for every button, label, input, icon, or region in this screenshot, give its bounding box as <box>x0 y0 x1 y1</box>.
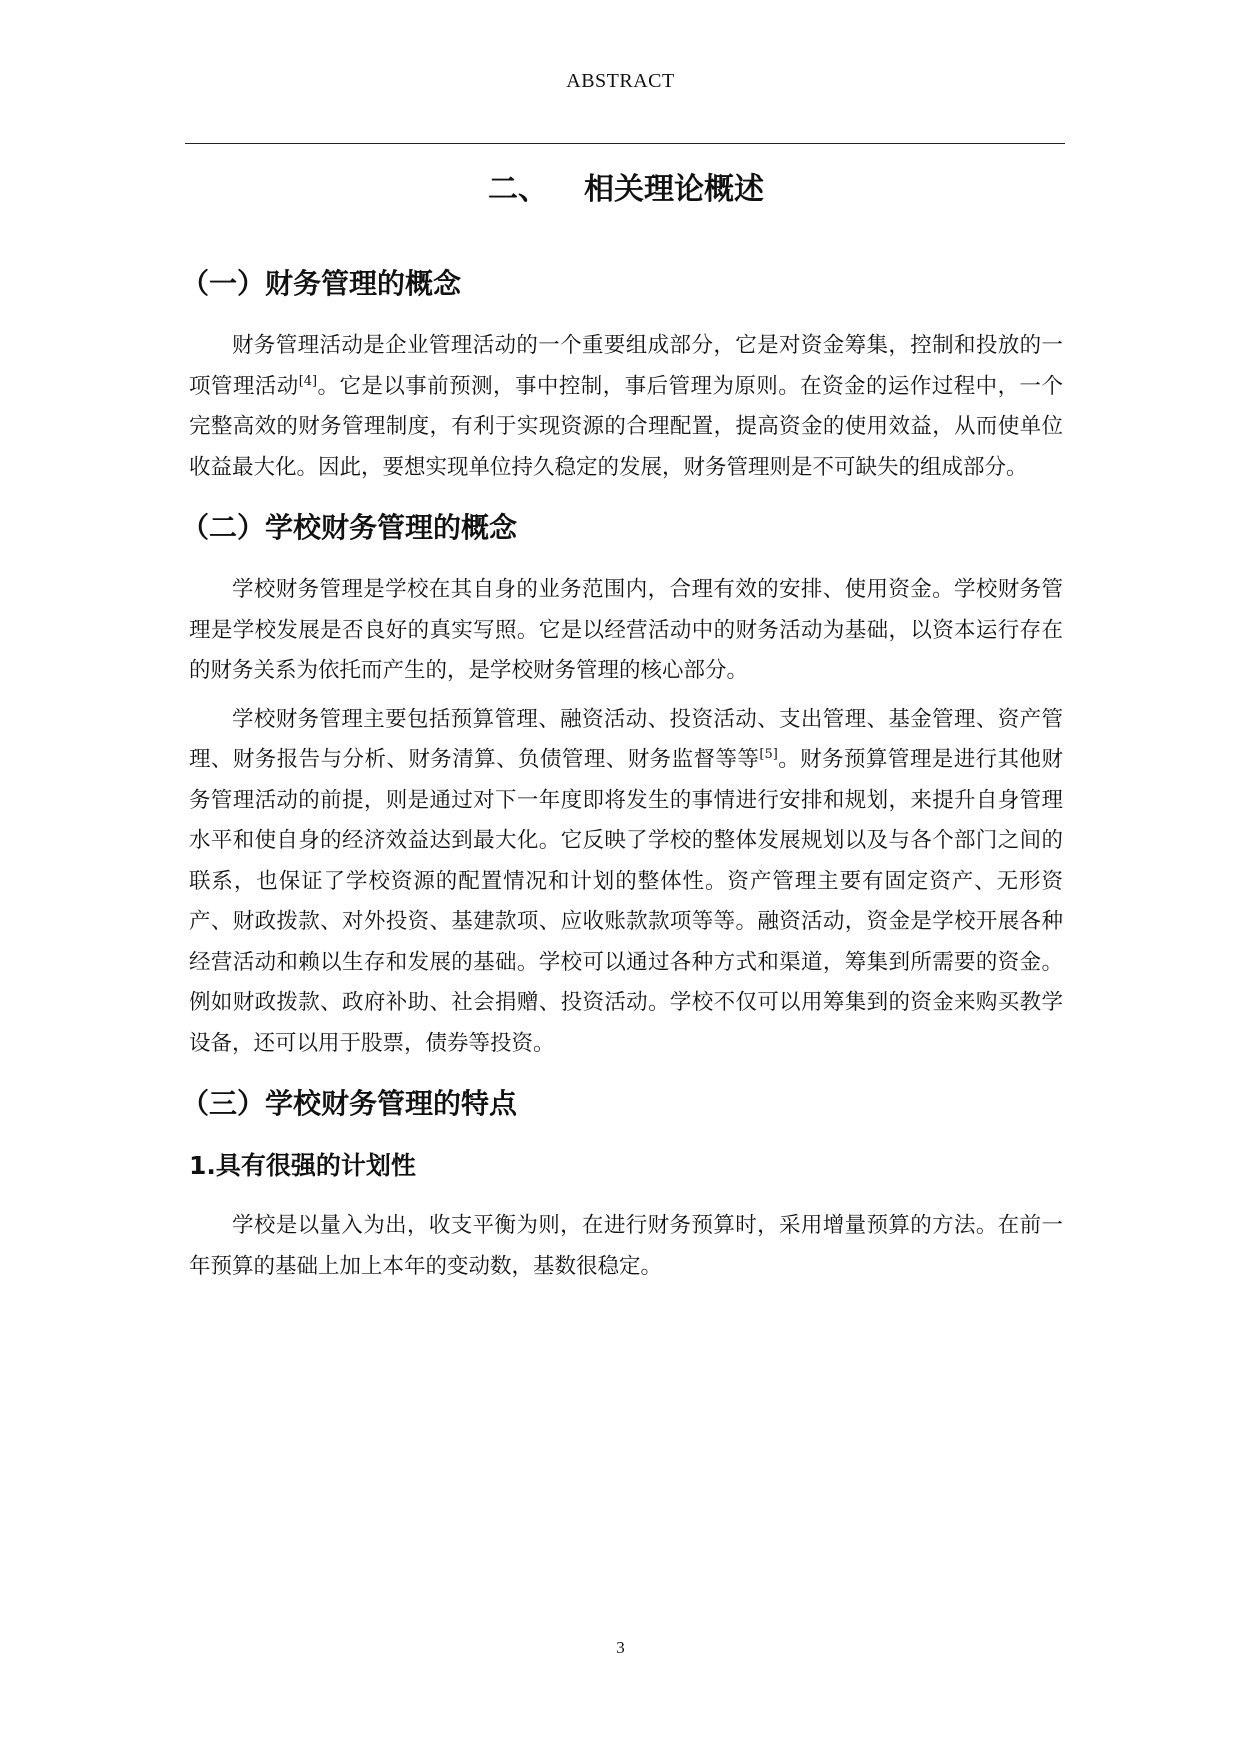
page-content <box>181 168 1063 1295</box>
section-2-paragraph-1 <box>189 570 1063 692</box>
paragraph-text: 。它是以事前预测，事中控制，事后管理为原则。在资金的运作过程中，一个完整高效的财务管理制度，有利于实现资源的合理配置，提高资金的使用效益，从而使单位收益最大化。因此，要想实现单位持久稳定的发展，财务管理则是不可缺失的组成部分。 <box>189 373 1063 480</box>
chapter-number: 二、 <box>488 172 548 207</box>
header-rule <box>185 143 1065 144</box>
section-title-1: （一）财务管理的概念 <box>181 267 462 300</box>
section-title-2: （二）学校财务管理的概念 <box>181 511 518 544</box>
section-1-paragraph-1 <box>189 326 1063 488</box>
paragraph-text: 学校财务管理主要包括预算管理、融资活动、投资活动、支出管理、基金管理、资产管理、财务报告与分析、财务清算、负债管理、财务监督等等 <box>189 706 1063 772</box>
chapter-title-text: 相关理论概述 <box>584 172 764 207</box>
citation-4: [4] <box>298 373 318 389</box>
paragraph-text: 。财务预算管理是进行其他财务管理活动的前提，则是通过对下一年度即将发生的事情进行安排和规划，来提升自身管理水平和使自身的经济效益达到最大化。它反映了学校的整体发展规划以及与各个部门之间的联系，也保证了学校资源的配置情况和计划的整体性。资产管理主要有固定资产、无形资产、财政拨款、对外投资、基建款项、应收账款款项等等。融资活动，资金是学校开展各种经营活动和赖以生存和发展的基础。学校可以通过各种方式和渠道，筹集到所需要的资金。例如财政拨款、政府补助、社会捐赠、投资活动。学校不仅可以用筹集到的资金来购买教学设备，还可以用于股票，债券等投资。 <box>189 747 1063 1056</box>
paragraph-text: 财务管理活动是企业管理活动的一个重要组成部分，它是对资金筹集，控制和投放的一项管理活动 <box>189 333 1063 399</box>
chapter-title <box>189 168 1063 212</box>
section-2-paragraph-2 <box>189 700 1063 1065</box>
subsection-1-paragraph-1: 学校是以量入为出，收支平衡为则，在进行财务预算时，采用增量预算的方法。在前一年预算的基础上加上本年的变动数，基数很稳定。 <box>189 1213 1063 1279</box>
citation-5: [5] <box>759 746 778 762</box>
paragraph-text: 学校财务管理是学校在其自身的业务范围内，合理有效的安排、使用资金。学校财务管理是学校发展是否良好的真实写照。它是以经营活动中的财务活动为基础，以资本运行存在的财务关系为依托而产生的，是学校财务管理的核心部分。 <box>189 577 1063 683</box>
section-title-3: （三）学校财务管理的特点 <box>181 1087 518 1120</box>
page-number: 3 <box>616 1638 625 1657</box>
subsection-title-1: 1.具有很强的计划性 <box>189 1151 416 1180</box>
running-header: ABSTRACT <box>566 70 675 92</box>
